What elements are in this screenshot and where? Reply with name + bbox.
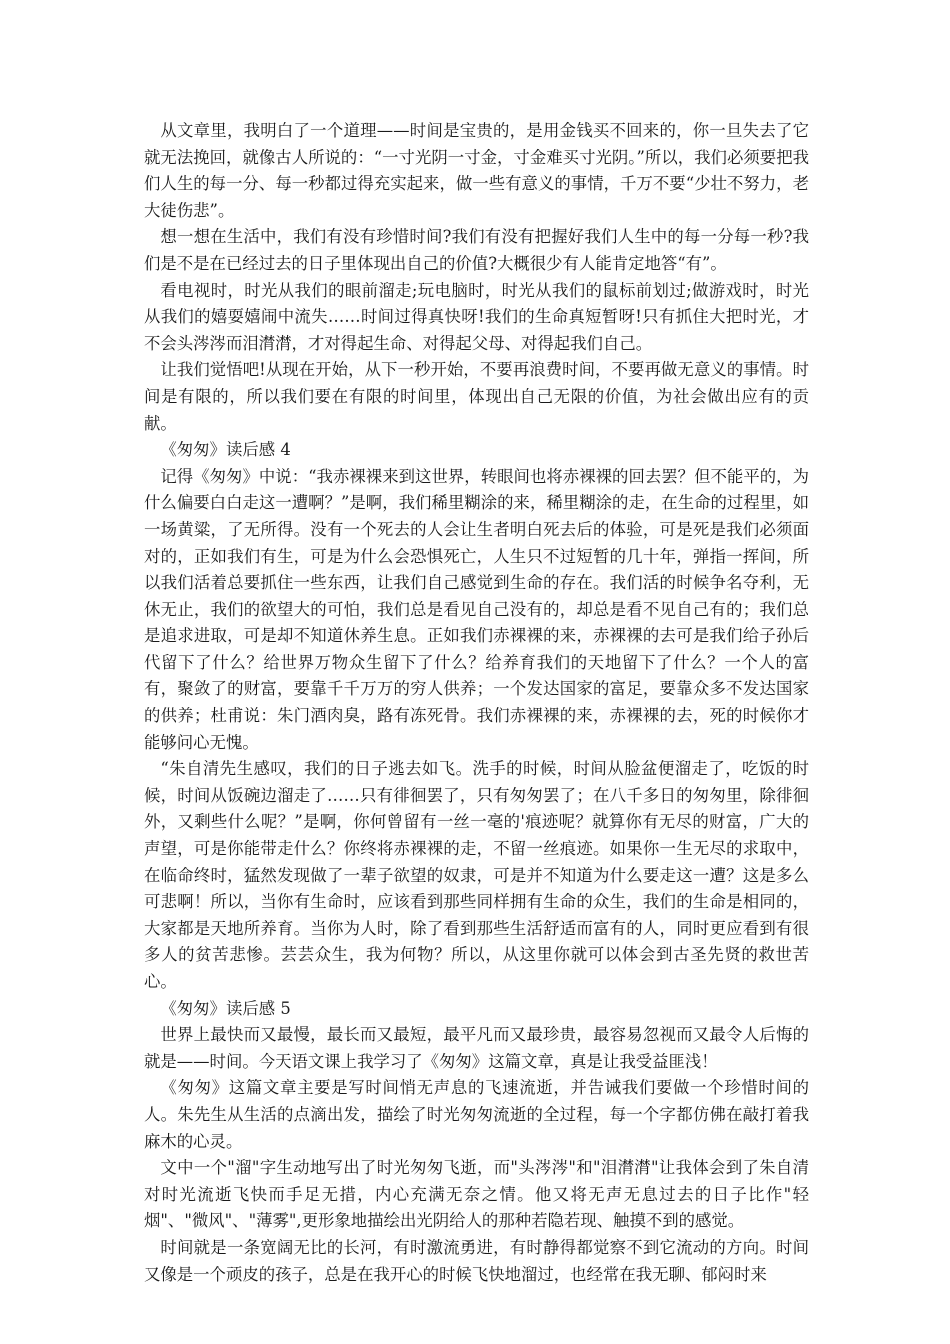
paragraph: 从文章里，我明白了一个道理——时间是宝贵的，是用金钱买不回来的，你一旦失去了它就无法挽回，就像古人所说的：“一寸光阴一寸金，寸金难买寸光阴。”所以，我们必须要把我们人生的每一分、每一秒都过得充实起来，做一些有意义的事情，千万不要“少壮不努力，老大徒伤悲”。 [144, 121, 809, 220]
paragraph: 看电视时，时光从我们的眼前溜走;玩电脑时，时光从我们的鼠标前划过;做游戏时，时光从我们的嬉耍嬉闹中流失……时间过得真快呀!我们的生命真短暂呀!只有抓住大把时光，才不会头涔涔而泪潸潸，才对得起生命、对得起父母、对得起我们自己。 [144, 280, 809, 353]
paragraph: 记得《匆匆》中说：“我赤裸裸来到这世界，转眼间也将赤裸裸的回去罢？但不能平的，为什么偏要白白走这一遭啊？”是啊，我们稀里糊涂的来，稀里糊涂的走，在生命的过程里，如一场黄粱，了无所得。没有一个死去的人会让生者明白死去后的体验，可是死是我们必须面对的，正如我们有生，可是为什么会恐惧死亡，人生只不过短暂的几十年，弹指一挥间，所以我们活着总要抓住一些东西，让我们自己感觉到生命的存在。我们活的时候争名夺利，无休无止，我们的欲望大的可怕，我们总是看见自己没有的，却总是看不见自己有的；我们总是追求进取，可是却不知道休养生息。正如我们赤裸裸的来，赤裸裸的去可是我们给子孙后代留下了什么？给世界万物众生留下了什么？给养育我们的天地留下了什么？一个人的富有，聚敛了的财富，要靠千千万万的穷人供养；一个发达国家的富足，要靠众多不发达国家的供养；杜甫说：朱门酒肉臭，路有冻死骨。我们赤裸裸的来，赤裸裸的去，死的时候你才能够问心无愧。 [144, 466, 809, 752]
paragraph: 《匆匆》这篇文章主要是写时间悄无声息的飞速流逝，并告诫我们要做一个珍惜时间的人。朱先生从生活的点滴出发，描绘了时光匆匆流逝的全过程，每一个字都仿佛在敲打着我麻木的心灵。 [144, 1078, 809, 1151]
paragraph: 想一想在生活中，我们有没有珍惜时间?我们有没有把握好我们人生中的每一分每一秒?我们是不是在已经过去的日子里体现出自己的价值?大概很少有人能肯定地答“有”。 [144, 227, 809, 273]
document-body [144, 118, 809, 1288]
paragraph: “朱自清先生感叹，我们的日子逃去如飞。洗手的时候，时间从脸盆便溜走了，吃饭的时候，时间从饭碗边溜走了……只有徘徊罢了，只有匆匆罢了；在八千多日的匆匆里，除徘徊外，又剩些什么呢？”是啊，你何曾留有一丝一毫的'痕迹呢？就算你有无尽的财富，广大的声望，可是你能带走什么？你终将赤裸裸的走，不留一丝痕迹。如果你一生无尽的求取中，在临命终时，猛然发现做了一辈子欲望的奴隶，可是并不知道为什么要走这一遭？这是多么可悲啊！所以，当你有生命时，应该看到那些同样拥有生命的众生，我们的生命是相同的，大家都是天地所养育。当你为人时，除了看到那些生活舒适而富有的人，同时更应看到有很多人的贫苦悲惨。芸芸众生，我为何物？所以，从这里你就可以体会到古圣先贤的救世苦心。 [144, 759, 809, 991]
paragraph: 世界上最快而又最慢，最长而又最短，最平凡而又最珍贵，最容易忽视而又最令人后悔的就是——时间。今天语文课上我学习了《匆匆》这篇文章，真是让我受益匪浅！ [144, 1025, 809, 1071]
paragraph: 文中一个"溜"字生动地写出了时光匆匆飞逝，而"头涔涔"和"泪潸潸"让我体会到了朱自清对时光流逝飞快而手足无措，内心充满无奈之情。他又将无声无息过去的日子比作"轻烟"、"微风"、"薄雾",更形象地描绘出光阴给人的那种若隐若现、触摸不到的感觉。 [144, 1158, 809, 1231]
section-heading: 《匆匆》读后感 4 [160, 440, 291, 460]
paragraph: 时间就是一条宽阔无比的长河，有时激流勇进，有时静得都觉察不到它流动的方向。时间又像是一个顽皮的孩子，总是在我开心的时候飞快地溜过，也经常在我无聊、郁闷时来 [144, 1237, 809, 1284]
paragraph: 让我们觉悟吧!从现在开始，从下一秒开始，不要再浪费时间，不要再做无意义的事情。时间是有限的，所以我们要在有限的时间里，体现出自己无限的价值，为社会做出应有的贡献。 [144, 360, 809, 433]
section-heading: 《匆匆》读后感 5 [160, 998, 291, 1018]
